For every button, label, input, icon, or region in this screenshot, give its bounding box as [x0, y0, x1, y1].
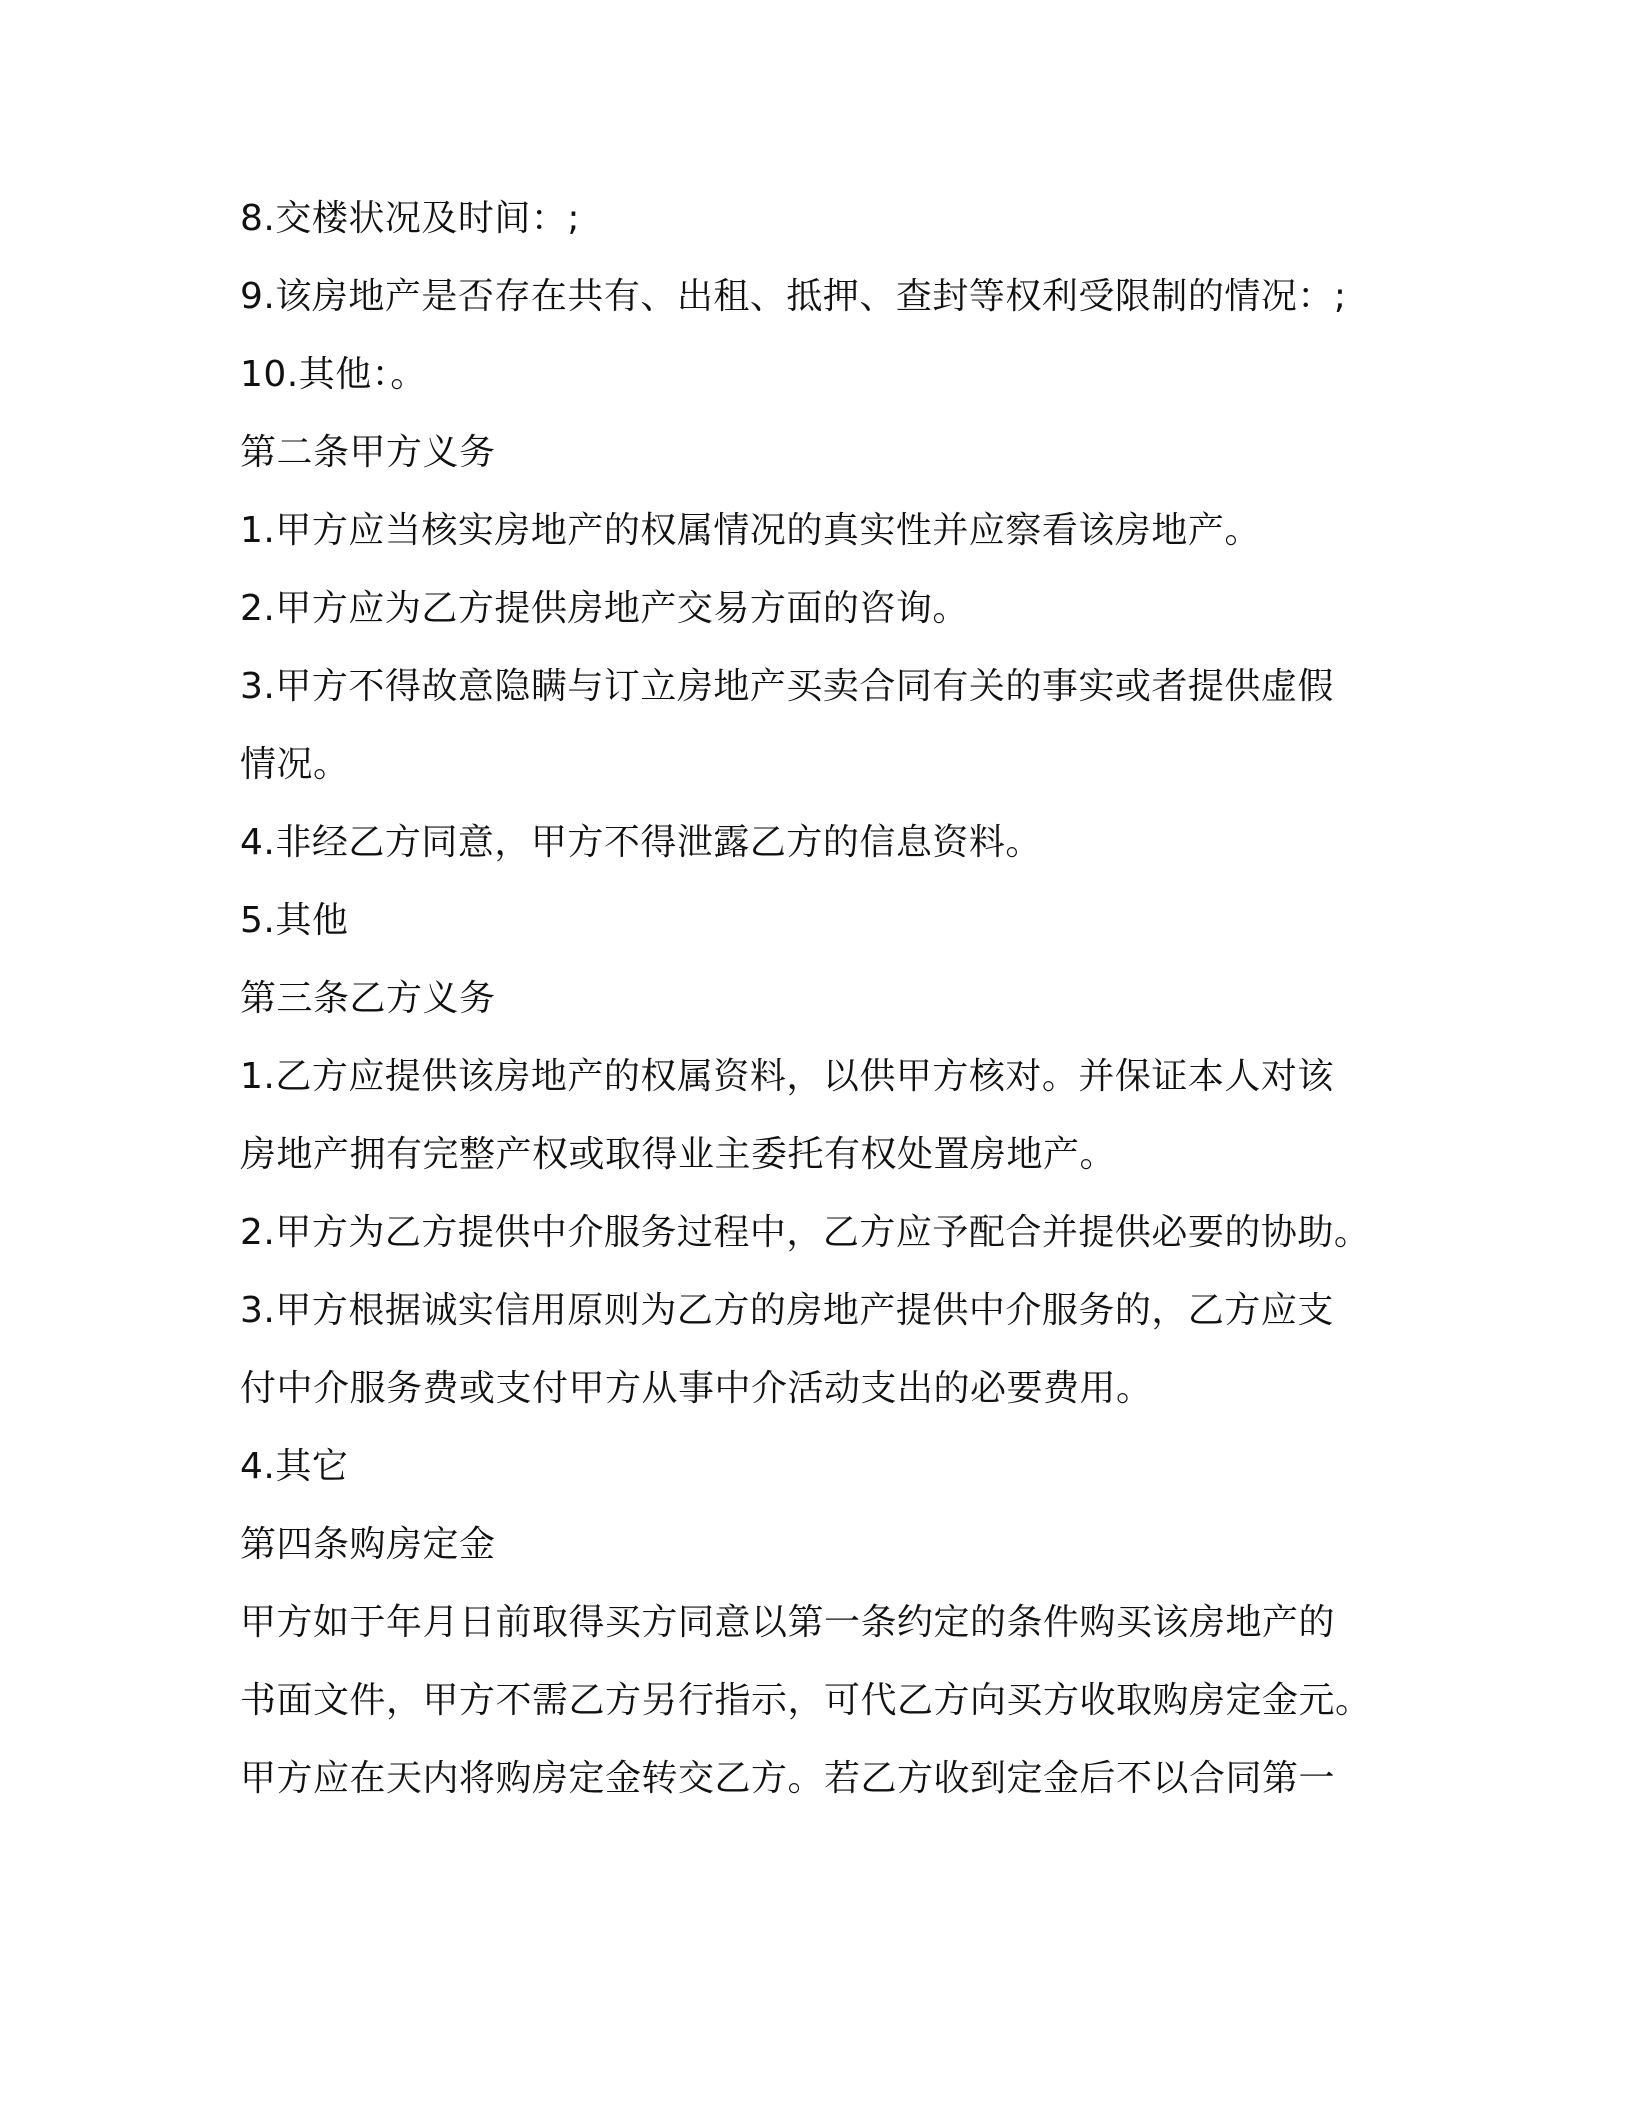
clause-9-restrictions: 9.该房地产是否存在共有、出租、抵押、查封等权利受限制的情况：;	[240, 276, 1347, 317]
deposit-paragraph-line-1: 甲方如于年月日前取得买方同意以第一条约定的条件购买该房地产的	[240, 1602, 1336, 1643]
party-a-item-1: 1.甲方应当核实房地产的权属情况的真实性并应察看该房地产。	[240, 510, 1261, 551]
deposit-paragraph-line-2: 书面文件，甲方不需乙方另行指示，可代乙方向买方收取购房定金元。	[240, 1680, 1372, 1721]
deposit-paragraph-line-3: 甲方应在天内将购房定金转交乙方。若乙方收到定金后不以合同第一	[240, 1758, 1336, 1799]
section-heading-deposit: 第四条购房定金	[240, 1524, 496, 1565]
clause-8-delivery: 8.交楼状况及时间：;	[240, 198, 580, 239]
party-a-item-4: 4.非经乙方同意，甲方不得泄露乙方的信息资料。	[240, 822, 1042, 863]
clause-10-other: 10.其他：。	[240, 354, 427, 395]
party-b-item-1: 1.乙方应提供该房地产的权属资料，以供甲方核对。并保证本人对该	[240, 1056, 1334, 1097]
party-a-item-3: 3.甲方不得故意隐瞒与订立房地产买卖合同有关的事实或者提供虚假	[240, 666, 1334, 707]
party-b-item-2: 2.甲方为乙方提供中介服务过程中，乙方应予配合并提供必要的协助。	[240, 1212, 1371, 1253]
party-b-item-3: 3.甲方根据诚实信用原则为乙方的房地产提供中介服务的，乙方应支	[240, 1290, 1334, 1331]
party-a-item-2: 2.甲方应为乙方提供房地产交易方面的咨询。	[240, 588, 969, 629]
party-b-item-4: 4.其它	[240, 1446, 349, 1487]
party-a-item-3-continued: 情况。	[240, 744, 350, 785]
party-b-item-3-continued: 付中介服务费或支付甲方从事中介活动支出的必要费用。	[240, 1368, 1153, 1409]
section-heading-party-a-obligations: 第二条甲方义务	[240, 432, 496, 473]
section-heading-party-b-obligations: 第三条乙方义务	[240, 978, 496, 1019]
document-body	[240, 180, 1400, 1818]
party-a-item-5: 5.其他	[240, 900, 349, 941]
party-b-item-1-continued: 房地产拥有完整产权或取得业主委托有权处置房地产。	[240, 1134, 1117, 1175]
